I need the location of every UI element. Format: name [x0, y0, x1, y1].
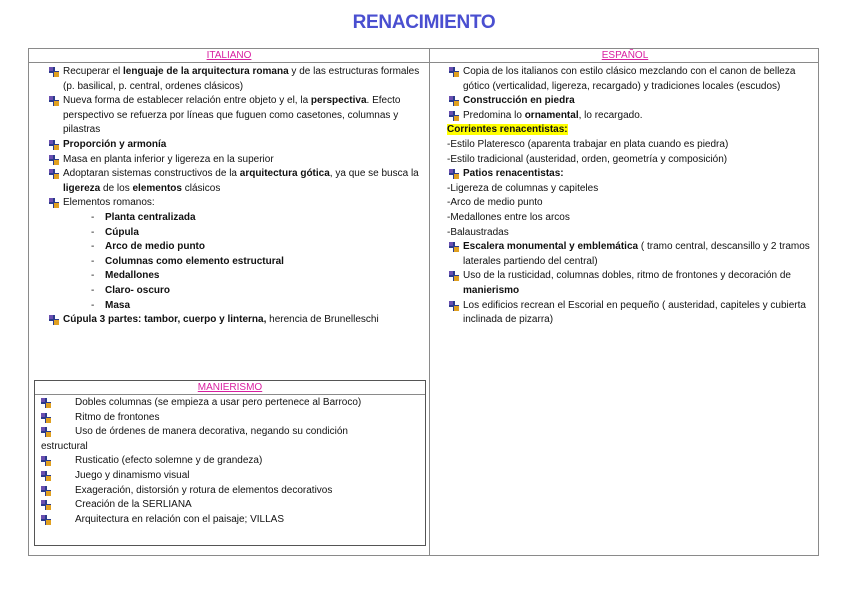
text-line: -Ligereza de columnas y capiteles	[447, 182, 599, 194]
list-item: Masa en planta inferior y ligereza en la superior	[47, 153, 425, 168]
page-title: RENACIMIENTO	[352, 12, 496, 33]
list-item: Patios renacentistas:	[447, 167, 815, 182]
column-divider	[429, 49, 430, 555]
pushpin-icon	[449, 301, 459, 311]
text-line: -Estilo Plateresco (aparenta trabajar en plata cuando es piedra)	[447, 138, 729, 150]
pushpin-icon	[41, 398, 51, 408]
comparison-table	[28, 48, 819, 556]
elementos-romanos-list	[47, 211, 425, 313]
list-item: Escalera monumental y emblemática ( tramo central, descansillo y 2 tramos laterales partiendo del central)	[447, 240, 815, 269]
list-item: Elementos romanos:	[47, 196, 425, 211]
text-line: -Estilo tradicional (austeridad, orden, geometría y composición)	[447, 153, 728, 165]
pushpin-icon	[49, 67, 59, 77]
list-item: Recuperar el lenguaje de la arquitectura romana y de las estructuras formales (p. basilical, p. central, ordenes clásicos)	[47, 65, 425, 94]
list-item: Construcción en piedra	[447, 94, 815, 109]
list-item: Los edificios recrean el Escorial en pequeño ( austeridad, capiteles y cubierta inclinada de pizarra)	[447, 299, 815, 328]
list-item: Uso de la rusticidad, columnas dobles, ritmo de frontones y decoración de manierismo	[447, 269, 815, 298]
pushpin-icon	[41, 471, 51, 481]
list-item: Uso de órdenes de manera decorativa, negando su condición estructural	[41, 426, 348, 452]
pushpin-icon	[41, 515, 51, 525]
list-item: Copia de los italianos con estilo clásico mezclando con el canon de belleza gótico (verticalidad, ligereza, recargado) y tradiciones locales (escudos)	[447, 65, 815, 94]
list-item: Predomina lo ornamental, lo recargado.	[447, 109, 815, 124]
manierismo-box	[34, 380, 426, 546]
sub-item: - Medallones	[91, 270, 160, 282]
italiano-header: ITALIANO	[206, 50, 252, 61]
list-item: Nueva forma de establecer relación entre objeto y el, la perspectiva. Efecto perspectivo se refuerza por líneas que fuguen como casetones, columnas y pilastras	[47, 94, 425, 138]
list-item: Proporción y armonía	[47, 138, 425, 153]
text-line: -Arco de medio punto	[447, 197, 543, 209]
pushpin-icon	[49, 315, 59, 325]
pushpin-icon	[449, 67, 459, 77]
pushpin-icon	[49, 169, 59, 179]
sub-item: - Arco de medio punto	[91, 241, 205, 253]
pushpin-icon	[49, 140, 59, 150]
pushpin-icon	[449, 271, 459, 281]
pushpin-icon	[41, 456, 51, 466]
list-item: Creación de la SERLIANA	[41, 498, 425, 513]
pushpin-icon	[49, 155, 59, 165]
list-item: Dobles columnas (se empieza a usar pero pertenece al Barroco)	[41, 396, 425, 411]
list-item: Cúpula 3 partes: tambor, cuerpo y linterna, herencia de Brunelleschi	[47, 313, 425, 328]
list-item: Arquitectura en relación con el paisaje; VILLAS	[41, 513, 425, 528]
list-item: Exageración, distorsión y rotura de elementos decorativos	[41, 484, 425, 499]
espanol-column	[447, 65, 815, 328]
sub-item: - Cúpula	[91, 226, 139, 238]
pushpin-icon	[449, 96, 459, 106]
list-item: Adoptaran sistemas constructivos de la arquitectura gótica, ya que se busca la ligereza de los elementos clásicos	[47, 167, 425, 196]
manierismo-header: MANIERISMO	[35, 381, 425, 395]
pushpin-icon	[41, 427, 51, 437]
corrientes-heading: Corrientes renacentistas:	[447, 124, 568, 136]
pushpin-icon	[449, 111, 459, 121]
pushpin-icon	[49, 198, 59, 208]
sub-item: - Masa	[91, 299, 131, 311]
pushpin-icon	[449, 169, 459, 179]
pushpin-icon	[49, 96, 59, 106]
pushpin-icon	[41, 500, 51, 510]
pushpin-icon	[41, 413, 51, 423]
italiano-column	[47, 65, 425, 328]
sub-item: - Planta centralizada	[91, 211, 196, 223]
list-item: Juego y dinamismo visual	[41, 469, 425, 484]
list-item: Rusticatio (efecto solemne y de grandeza)	[41, 454, 425, 469]
espanol-header: ESPAÑOL	[601, 50, 649, 61]
list-item: Ritmo de frontones	[41, 411, 425, 426]
text-line: -Balaustradas	[447, 226, 509, 238]
sub-item: - Claro- oscuro	[91, 284, 171, 296]
text-line: -Medallones entre los arcos	[447, 211, 570, 223]
pushpin-icon	[41, 486, 51, 496]
sub-item: - Columnas como elemento estructural	[91, 255, 284, 267]
pushpin-icon	[449, 242, 459, 252]
